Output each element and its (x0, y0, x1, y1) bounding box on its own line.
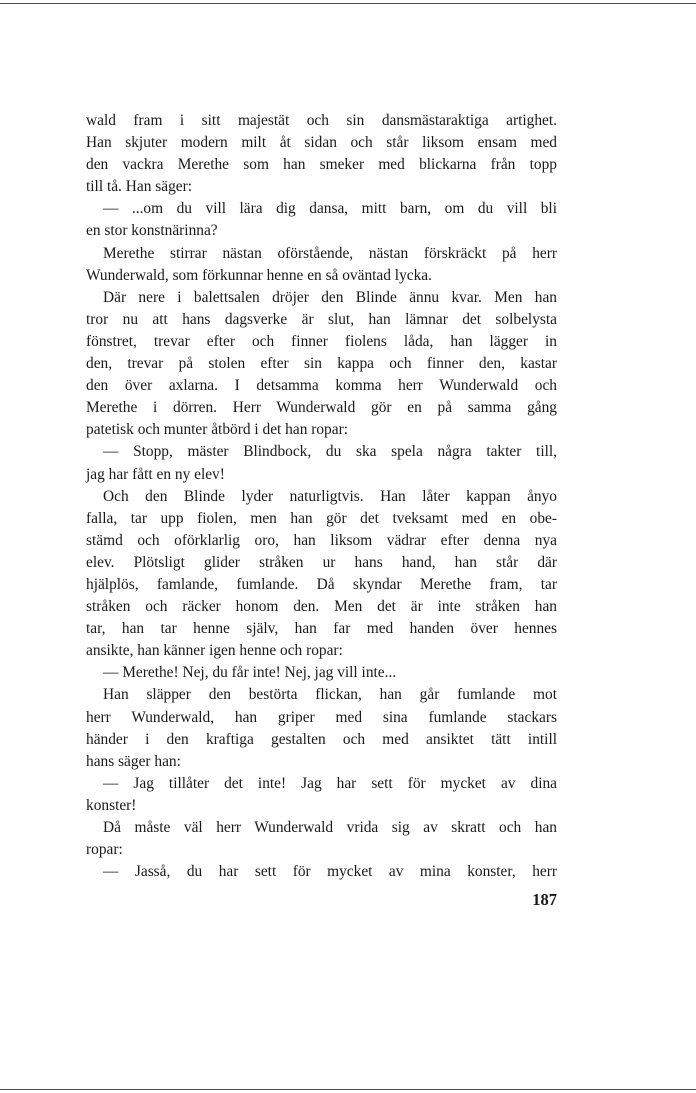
text-line: tror nu att hans dagsverke är slut, han lämnar det solbelysta (86, 310, 557, 328)
text-line: Och den Blinde lyder naturligtvis. Han låter kappan ånyo (103, 487, 557, 505)
text-line: — ...om du vill lära dig dansa, mitt barn, om du vill bli (103, 200, 557, 218)
text-line: wald fram i sitt majestät och sin dansmästaraktiga artighet. (86, 112, 557, 129)
text-line: Wunderwald, som förkunnar henne en så oväntad lycka. (86, 266, 432, 284)
text-line: den, trevar på stolen efter sin kappa och finner den, kastar (86, 355, 557, 373)
text-line: stråken och räcker honom den. Men det är inte stråken han (86, 598, 557, 616)
text-line: hans säger han: (86, 752, 181, 770)
text-line: en stor konstnärinna? (86, 222, 218, 240)
text-line: Han skjuter modern milt åt sidan och står liksom ensam med (86, 134, 557, 152)
text-line: — Jasså, du har sett för mycket av mina konster, herr (103, 863, 557, 881)
text-line: till tå. Han säger: (86, 178, 192, 196)
text-line: händer i den kraftiga gestalten och med ansiktet tätt intill (86, 730, 557, 748)
bottom-edge-rule (0, 1089, 696, 1090)
text-line: jag har fått en ny elev! (86, 465, 225, 483)
text-line: den vackra Merethe som han smeker med blickarna från topp (86, 156, 557, 174)
text-line: Merethe stirrar nästan oförstående, nästan förskräckt på herr (103, 244, 557, 262)
text-line: tar, han tar henne själv, han far med handen över hennes (86, 620, 557, 638)
page-number: 187 (532, 890, 557, 909)
text-line: patetisk och munter åtbörd i det han ropar: (86, 421, 348, 439)
text-line: konster! (86, 796, 137, 814)
text-line: hjälplös, famlande, fumlande. Då skyndar Merethe fram, tar (86, 575, 557, 593)
page-text (86, 110, 557, 883)
text-line: Han släpper den bestörta flickan, han går fumlande mot (103, 686, 557, 704)
text-line: Då måste väl herr Wunderwald vrida sig av skratt och han (103, 819, 557, 836)
text-line: — Stopp, mäster Blindbock, du ska spela några takter till, (103, 443, 557, 461)
text-line: herr Wunderwald, han griper med sina fumlande stackars (86, 708, 557, 726)
text-line: ropar: (86, 841, 123, 859)
text-line: — Jag tillåter det inte! Jag har sett för mycket av dina (103, 774, 557, 792)
text-line: Där nere i balettsalen dröjer den Blinde ännu kvar. Men han (103, 288, 557, 306)
text-line: den över axlarna. I detsamma komma herr Wunderwald och (86, 377, 557, 395)
text-line: ansikte, han känner igen henne och ropar: (86, 642, 343, 660)
top-edge-rule (0, 3, 696, 4)
text-line: elev. Plötsligt glider stråken ur hans hand, han står där (86, 553, 557, 571)
text-line: stämd och oförklarlig oro, han liksom vädrar efter denna nya (86, 531, 557, 549)
text-line: falla, tar upp fiolen, men han gör det tveksamt med en obe- (86, 509, 557, 527)
text-line: fönstret, trevar efter och finner fiolens låda, han lägger in (86, 332, 557, 350)
text-line: — Merethe! Nej, du får inte! Nej, jag vill inte... (103, 664, 397, 682)
text-line: Merethe i dörren. Herr Wunderwald gör en på samma gång (86, 399, 557, 417)
